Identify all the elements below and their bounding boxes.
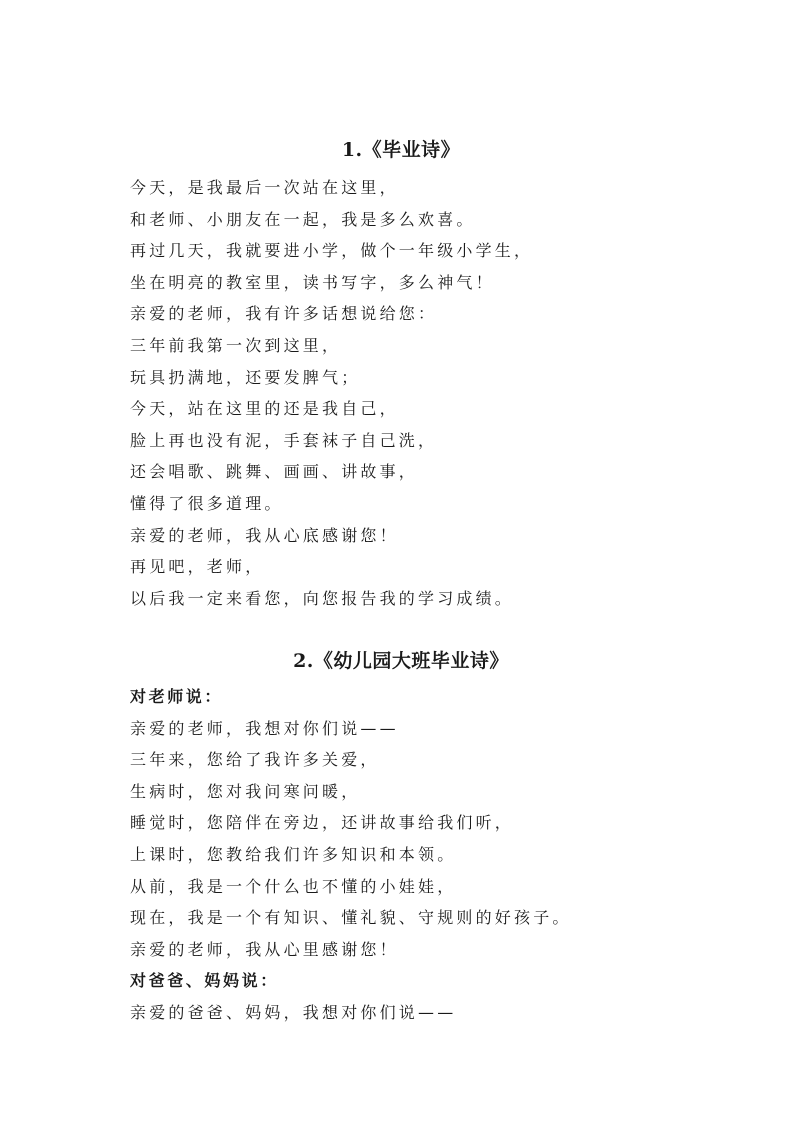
poem-line: 生病时，您对我问寒问暖， [130, 781, 361, 801]
poem-line: 三年前我第一次到这里， [130, 335, 342, 355]
poem-line: 今天，是我最后一次站在这里， [130, 178, 399, 197]
poem-line: 亲爱的老师，我想对你们说—— [130, 718, 399, 738]
poem-title: 2.《幼儿园大班毕业诗》 [293, 650, 509, 672]
poem-line: 玩具扔满地，还要发脾气； [130, 367, 361, 387]
poem-line: 亲爱的老师，我从心底感谢您！ [130, 525, 399, 545]
poem-line: 再过几天，我就要进小学，做个一年级小学生， [130, 241, 534, 261]
poem-graduation [130, 136, 690, 614]
poem-line: 从前，我是一个什么也不懂的小娃娃， [130, 876, 457, 896]
poem-line: 还会唱歌、跳舞、画画、讲故事， [130, 462, 419, 482]
poem-line: 三年来，您给了我许多关爱， [130, 750, 380, 770]
poem-kindergarten-graduation [130, 647, 690, 1029]
poem-line: 亲爱的老师，我有许多话想说给您： [130, 304, 438, 324]
poem-line: 以后我一定来看您，向您报告我的学习成绩。 [130, 588, 515, 608]
poem-line: 坐在明亮的教室里，读书写字，多么神气！ [130, 272, 495, 292]
section-heading-teacher: 对老师说： [130, 687, 224, 706]
poem-line: 再见吧，老师， [130, 557, 265, 577]
poem-line: 上课时，您教给我们许多知识和本领。 [130, 844, 457, 864]
poem-line: 现在，我是一个有知识、懂礼貌、守规则的好孩子。 [130, 908, 572, 928]
poem-line: 亲爱的爸爸、妈妈，我想对你们说—— [130, 1002, 457, 1022]
poem-line: 和老师、小朋友在一起，我是多么欢喜。 [130, 209, 476, 229]
poem-line: 睡觉时，您陪伴在旁边，还讲故事给我们听， [130, 813, 515, 833]
poem-line: 今天，站在这里的还是我自己， [130, 399, 399, 419]
poem-title: 1.《毕业诗》 [341, 139, 461, 161]
poem-line: 脸上再也没有泥，手套袜子自己洗， [130, 430, 438, 450]
poem-line: 懂得了很多道理。 [130, 493, 284, 513]
poem-line: 亲爱的老师，我从心里感谢您！ [130, 939, 399, 959]
section-heading-parents: 对爸爸、妈妈说： [130, 971, 279, 991]
